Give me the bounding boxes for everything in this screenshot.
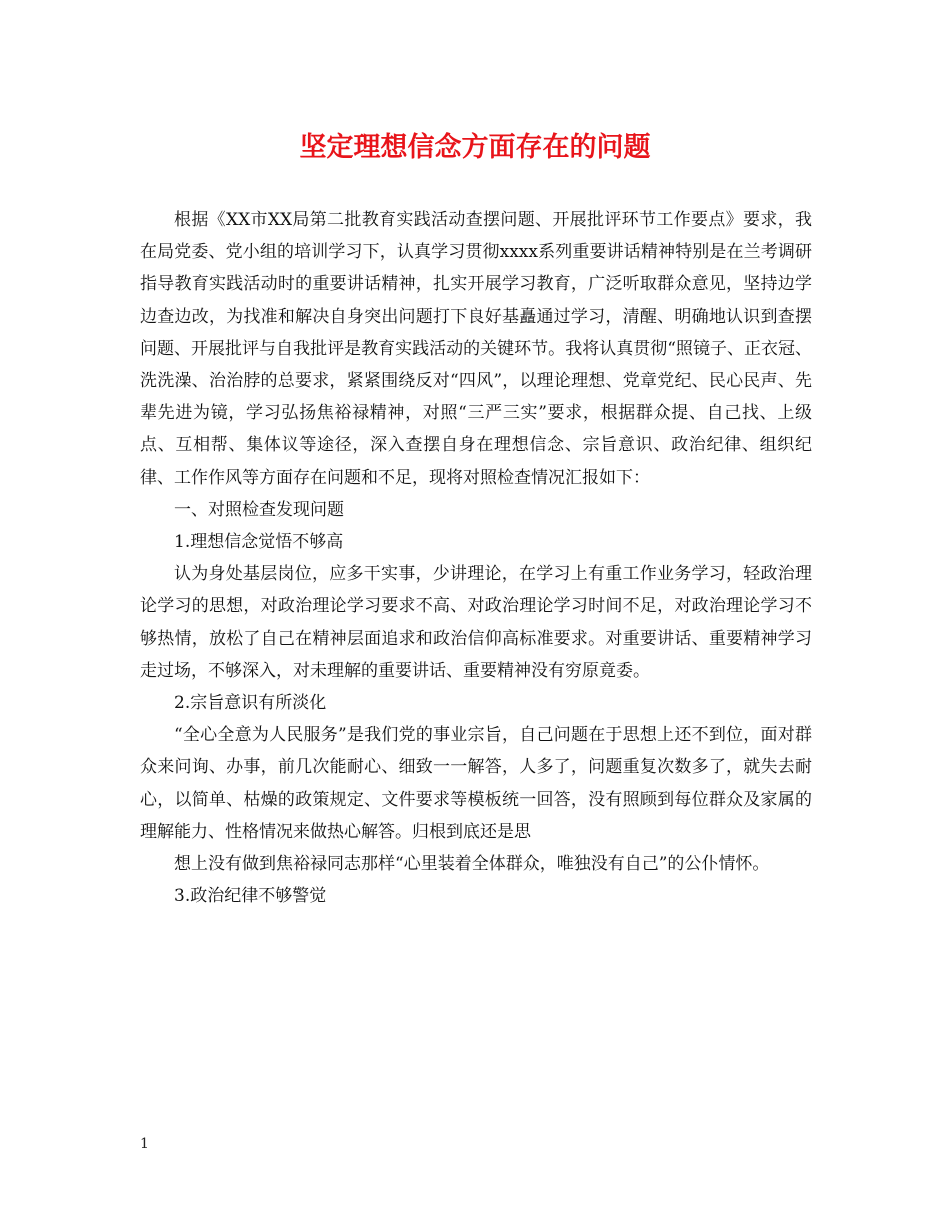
page-title: 坚定理想信念方面存在的问题: [299, 132, 651, 163]
subsection-heading: 2.宗旨意识有所淡化: [174, 693, 327, 714]
section-heading: 一、对照检查发现问题: [174, 499, 344, 520]
document-body: [140, 204, 812, 912]
page-number: 1: [140, 1136, 149, 1152]
intro-paragraph: 根据《XX市XX局第二批教育实践活动查摆问题、开展批评环节工作要点》要求，我在局党委、党小组的培训学习下，认真学习贯彻xxxx系列重要讲话精神特别是在兰考调研指导教育实践活动时的重要讲话精神，扎实开展学习教育，广泛听取群众意见，坚持边学边查边改，为找准和解决自身突出问题打下良好基矗通过学习，清醒、明确地认识到查摆问题、开展批评与自我批评是教育实践活动的关键环节。我将认真贯彻“照镜子、正衣冠、洗洗澡、治治脖的总要求，紧紧围绕反对“四风”，以理论理想、党章党纪、民心民声、先辈先进为镜，学习弘扬焦裕禄精神，对照“三严三实”要求，根据群众提、自己找、上级点、互相帮、集体议等途径，深入查摆自身在理想信念、宗旨意识、政治纪律、组织纪律、工作作风等方面存在问题和不足，现将对照检查情况汇报如下：: [140, 210, 812, 488]
body-paragraph: 认为身处基层岗位，应多干实事，少讲理论，在学习上有重工作业务学习，轻政治理论学习的思想，对政治理论学习要求不高、对政治理论学习时间不足，对政治理论学习不够热情，放松了自己在精神层面追求和政治信仰高标准要求。对重要讲话、重要精神学习走过场，不够深入，对未理解的重要讲话、重要精神没有穷原竟委。: [140, 564, 812, 681]
subsection-heading: 3.政治纪律不够警觉: [174, 886, 327, 907]
body-paragraph: 想上没有做到焦裕禄同志那样“心里装着全体群众，唯独没有自己”的公仆情怀。: [174, 854, 770, 875]
subsection-heading: 1.理想信念觉悟不够高: [174, 532, 344, 553]
body-paragraph: “全心全意为人民服务”是我们党的事业宗旨，自己问题在于思想上还不到位，面对群众来问询、办事，前几次能耐心、细致一一解答，人多了，问题重复次数多了，就失去耐心，以简单、枯燥的政策规定、文件要求等模板统一回答，没有照顾到每位群众及家属的理解能力、性格情况来做热心解答。归根到底还是思: [140, 725, 812, 842]
